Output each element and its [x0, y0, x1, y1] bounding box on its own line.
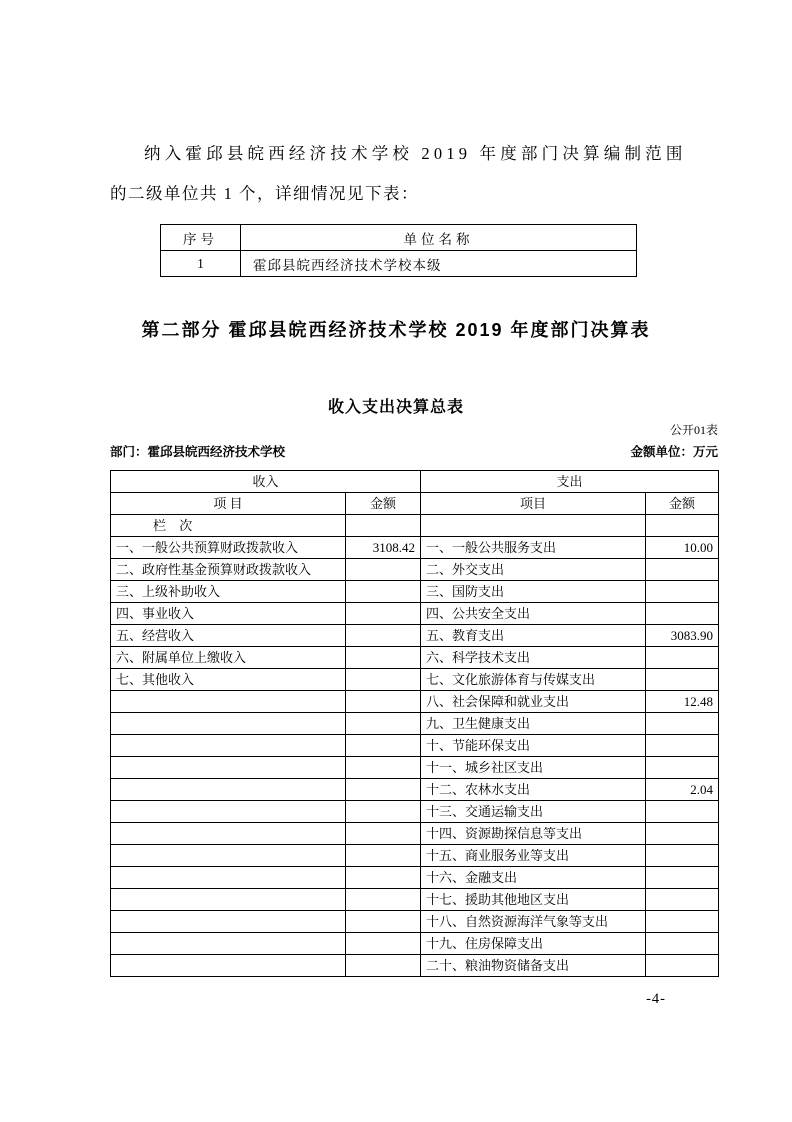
statement-income-amount	[346, 691, 421, 713]
intro-line-2: 的二级单位共 1 个，详细情况见下表：	[110, 184, 419, 203]
statement-expenditure-amount	[646, 603, 719, 625]
statement-row	[111, 823, 719, 845]
statement-expenditure-item: 十五、商业服务业等支出	[421, 845, 646, 867]
statement-row	[111, 559, 719, 581]
statement-income-item	[111, 911, 346, 933]
statement-title: 收入支出决算总表	[327, 399, 464, 416]
statement-income-amount	[346, 647, 421, 669]
statement-row	[111, 955, 719, 977]
statement-expenditure-item: 九、卫生健康支出	[421, 713, 646, 735]
statement-expenditure-item: 六、科学技术支出	[421, 647, 646, 669]
statement-income-item	[111, 779, 346, 801]
statement-income-amount	[346, 911, 421, 933]
statement-income-item	[111, 823, 346, 845]
statement-income-item: 三、上级补助收入	[111, 581, 346, 603]
unit-serial-number: 1	[161, 251, 241, 277]
statement-row	[111, 603, 719, 625]
statement-row	[111, 845, 719, 867]
statement-income-amount	[346, 801, 421, 823]
statement-income-amount	[346, 757, 421, 779]
statement-income-amount	[346, 669, 421, 691]
units-serial-header: 序号	[161, 225, 241, 251]
statement-expenditure-item: 七、文化旅游体育与传媒支出	[421, 669, 646, 691]
statement-income-item	[111, 845, 346, 867]
statement-income-item: 七、其他收入	[111, 669, 346, 691]
section-title: 第二部分 霍邱县皖西经济技术学校 2019 年度部门决算表	[141, 320, 651, 340]
statement-income-amount	[346, 559, 421, 581]
statement-row	[111, 669, 719, 691]
statement-income-amount	[346, 779, 421, 801]
units-table-row	[161, 251, 637, 277]
statement-income-item	[111, 757, 346, 779]
statement-expenditure-item: 二十、粮油物资储备支出	[421, 955, 646, 977]
statement-income-item	[111, 735, 346, 757]
statement-income-item	[111, 889, 346, 911]
statement-expenditure-amount	[646, 889, 719, 911]
statement-expenditure-amount: 10.00	[646, 537, 719, 559]
statement-income-amount	[346, 889, 421, 911]
statement-expenditure-amount	[646, 911, 719, 933]
statement-row	[111, 779, 719, 801]
statement-table-body	[111, 537, 719, 977]
statement-expenditure-amount	[646, 713, 719, 735]
statement-income-item: 一、一般公共预算财政拨款收入	[111, 537, 346, 559]
statement-expenditure-item: 五、教育支出	[421, 625, 646, 647]
unit-name: 霍邱县皖西经济技术学校本级	[241, 251, 637, 277]
statement-income-item	[111, 955, 346, 977]
statement-expenditure-amount: 3083.90	[646, 625, 719, 647]
statement-table	[110, 470, 719, 977]
statement-expenditure-item: 十九、住房保障支出	[421, 933, 646, 955]
statement-expenditure-amount	[646, 581, 719, 603]
statement-income-amount	[346, 845, 421, 867]
statement-expenditure-item: 十二、农林水支出	[421, 779, 646, 801]
statement-row	[111, 647, 719, 669]
statement-column-header-row	[111, 493, 719, 515]
statement-expenditure-item: 十一、城乡社区支出	[421, 757, 646, 779]
statement-row	[111, 735, 719, 757]
statement-income-item	[111, 713, 346, 735]
income-section-header: 收入	[111, 471, 421, 493]
table-code-label: 公开01表	[669, 423, 718, 437]
statement-expenditure-item: 十七、援助其他地区支出	[421, 889, 646, 911]
department-label: 部门：霍邱县皖西经济技术学校	[110, 445, 286, 459]
statement-income-item: 二、政府性基金预算财政拨款收入	[111, 559, 346, 581]
statement-expenditure-item: 一、一般公共服务支出	[421, 537, 646, 559]
statement-expenditure-amount	[646, 955, 719, 977]
statement-income-amount	[346, 955, 421, 977]
statement-expenditure-amount	[646, 801, 719, 823]
statement-expenditure-amount: 12.48	[646, 691, 719, 713]
statement-row	[111, 933, 719, 955]
expenditure-item-header: 项目	[421, 493, 646, 515]
statement-expenditure-item: 十八、自然资源海洋气象等支出	[421, 911, 646, 933]
statement-income-item	[111, 801, 346, 823]
statement-income-item	[111, 691, 346, 713]
lanci-row	[111, 515, 719, 537]
statement-expenditure-amount	[646, 735, 719, 757]
statement-row	[111, 889, 719, 911]
statement-income-item: 四、事业收入	[111, 603, 346, 625]
statement-row	[111, 911, 719, 933]
statement-row	[111, 537, 719, 559]
statement-row	[111, 801, 719, 823]
units-name-header: 单位名称	[241, 225, 637, 251]
statement-income-amount	[346, 581, 421, 603]
statement-expenditure-item: 十六、金融支出	[421, 867, 646, 889]
statement-income-amount	[346, 713, 421, 735]
statement-meta-row	[110, 442, 718, 460]
statement-expenditure-amount: 2.04	[646, 779, 719, 801]
statement-expenditure-item: 十四、资源勘探信息等支出	[421, 823, 646, 845]
statement-income-item	[111, 867, 346, 889]
statement-row	[111, 757, 719, 779]
statement-row	[111, 581, 719, 603]
lanci-empty-cell	[646, 515, 719, 537]
statement-income-item	[111, 933, 346, 955]
statement-expenditure-item: 八、社会保障和就业支出	[421, 691, 646, 713]
statement-income-amount: 3108.42	[346, 537, 421, 559]
statement-expenditure-amount	[646, 669, 719, 691]
statement-row	[111, 867, 719, 889]
statement-income-amount	[346, 625, 421, 647]
statement-expenditure-item: 十、节能环保支出	[421, 735, 646, 757]
statement-expenditure-amount	[646, 867, 719, 889]
statement-income-amount	[346, 603, 421, 625]
statement-row	[111, 713, 719, 735]
statement-expenditure-amount	[646, 845, 719, 867]
expenditure-section-header: 支出	[421, 471, 719, 493]
units-table	[160, 224, 637, 277]
statement-income-item: 六、附属单位上缴收入	[111, 647, 346, 669]
statement-expenditure-item: 四、公共安全支出	[421, 603, 646, 625]
intro-paragraph	[110, 134, 722, 214]
statement-income-amount	[346, 823, 421, 845]
statement-income-item: 五、经营收入	[111, 625, 346, 647]
statement-income-amount	[346, 933, 421, 955]
page-number: -4-	[646, 991, 666, 1007]
statement-income-amount	[346, 867, 421, 889]
expenditure-amount-header: 金额	[646, 493, 719, 515]
statement-expenditure-item: 二、外交支出	[421, 559, 646, 581]
statement-row	[111, 691, 719, 713]
units-table-header-row	[161, 225, 637, 251]
statement-income-amount	[346, 735, 421, 757]
intro-line-1: 纳入霍邱县皖西经济技术学校 2019 年度部门决算编制范围	[144, 144, 687, 163]
lanci-empty-cell	[421, 515, 646, 537]
statement-expenditure-item: 十三、交通运输支出	[421, 801, 646, 823]
statement-expenditure-amount	[646, 559, 719, 581]
amount-unit-label: 金额单位：万元	[630, 445, 718, 459]
lanci-empty-cell	[346, 515, 421, 537]
statement-section-header-row	[111, 471, 719, 493]
statement-expenditure-item: 三、国防支出	[421, 581, 646, 603]
statement-expenditure-amount	[646, 757, 719, 779]
statement-expenditure-amount	[646, 647, 719, 669]
statement-expenditure-amount	[646, 823, 719, 845]
statement-expenditure-amount	[646, 933, 719, 955]
lanci-label-cell: 栏 次	[111, 515, 346, 537]
statement-row	[111, 625, 719, 647]
income-amount-header: 金额	[346, 493, 421, 515]
income-item-header: 项 目	[111, 493, 346, 515]
